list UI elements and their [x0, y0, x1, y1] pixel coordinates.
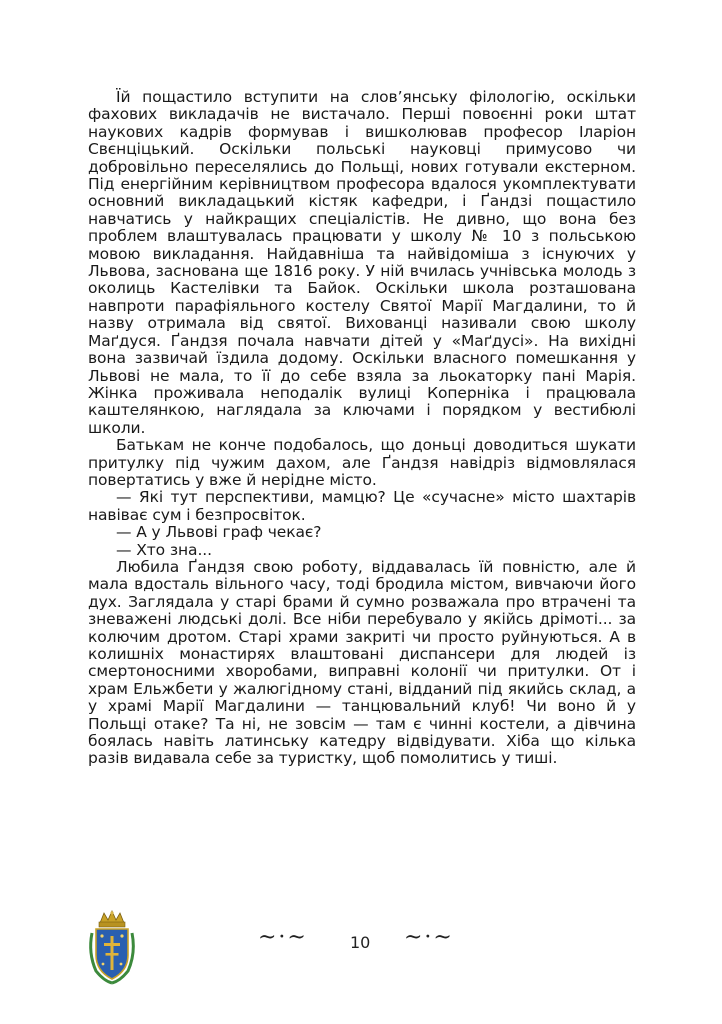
page-body [88, 89, 636, 768]
page-number: 10 [350, 933, 371, 952]
ornament-right: ~·~ [404, 925, 454, 950]
paragraph-2: Батькам не конче подобалось, що доньці доводиться шукати притулку під чужим дахом, але Ґандзя навідріз відмовлялася повертатись у вже й нерідне місто. [88, 436, 636, 489]
paragraph-3: Любила Ґандзя свою роботу, віддавалась їй повністю, але й мала вдосталь вільного часу, тоді бродила містом, вивчаючи його дух. Заглядала у старі брами й сумно розважала про втрачені та зневажені людські долі. Все ніби перебувало у якійсь дрімоті... за колючим дротом. Старі храми закриті чи просто руйнуються. А в колишніх монастирях влаштовані диспансери для людей із смертоносними хворобами, виправні колонії чи притулки. От і храм Ельжбети у жалюгідному стані, відданий під якийсь склад, а у храмі Марії Магдалини — танцювальний клуб! Чи воно й у Польщі отаке? Та ні, не зовсім — там є чинні костели, а дівчина боялась навіть латинську катедру відвідувати. Хіба що кілька разів видавала себе за туристку, щоб помолитись у тиші. [88, 557, 636, 768]
page-footer [0, 925, 722, 965]
paragraph-1: Їй пощастило вступити на слов’янську філологію, оскільки фахових викладачів не вистачало. Перші повоєнні роки штат наукових кадрів формував і вишколював професор Іларіон Свєнціцький. Оскільки польські науковці примусово чи добровільно переселялись до Польщі, нових готували екстерном. Під енергійним керівництвом професора вдалося укомплектувати основний викладацький кістяк кафедри, і Ґандзі пощастило навчатись у найкращих спеціалістів. Не дивно, що вона без проблем влаштувалась працювати у школу № 10 з польською мовою викладання. Найдавніша та найвідоміша з існуючих у Львова, заснована ще 1816 року. У ній вчилась учнівська молодь з околиць Кастелівки та Байок. Оскільки школа розташована навпроти парафіяльного костелу Святої Марії Магдалини, то й назву отримала від святої. Вихованці називали свою школу Маґдуся. Ґандзя почала навчати дітей у «Маґдусі». На вихідні вона зазвичай їздила додому. Оскільки власного помешкання у Львові не мала, то її до себе взяла за льокаторку пані Марія. Жінка проживала неподалік вулиці Коперніка і працювала каштелянкою, наглядала за ключами і порядком у вестибюлі школи. [88, 88, 636, 437]
ornament-left: ~·~ [258, 925, 308, 950]
dialogue-line-1: — Які тут перспективи, мамцю? Це «сучасне» місто шахтарів навіває сум і безпросвіток. [88, 488, 636, 524]
dialogue-line-3: — Хто зна... [116, 540, 212, 559]
dialogue-line-2: — А у Львові граф чекає? [116, 523, 322, 542]
